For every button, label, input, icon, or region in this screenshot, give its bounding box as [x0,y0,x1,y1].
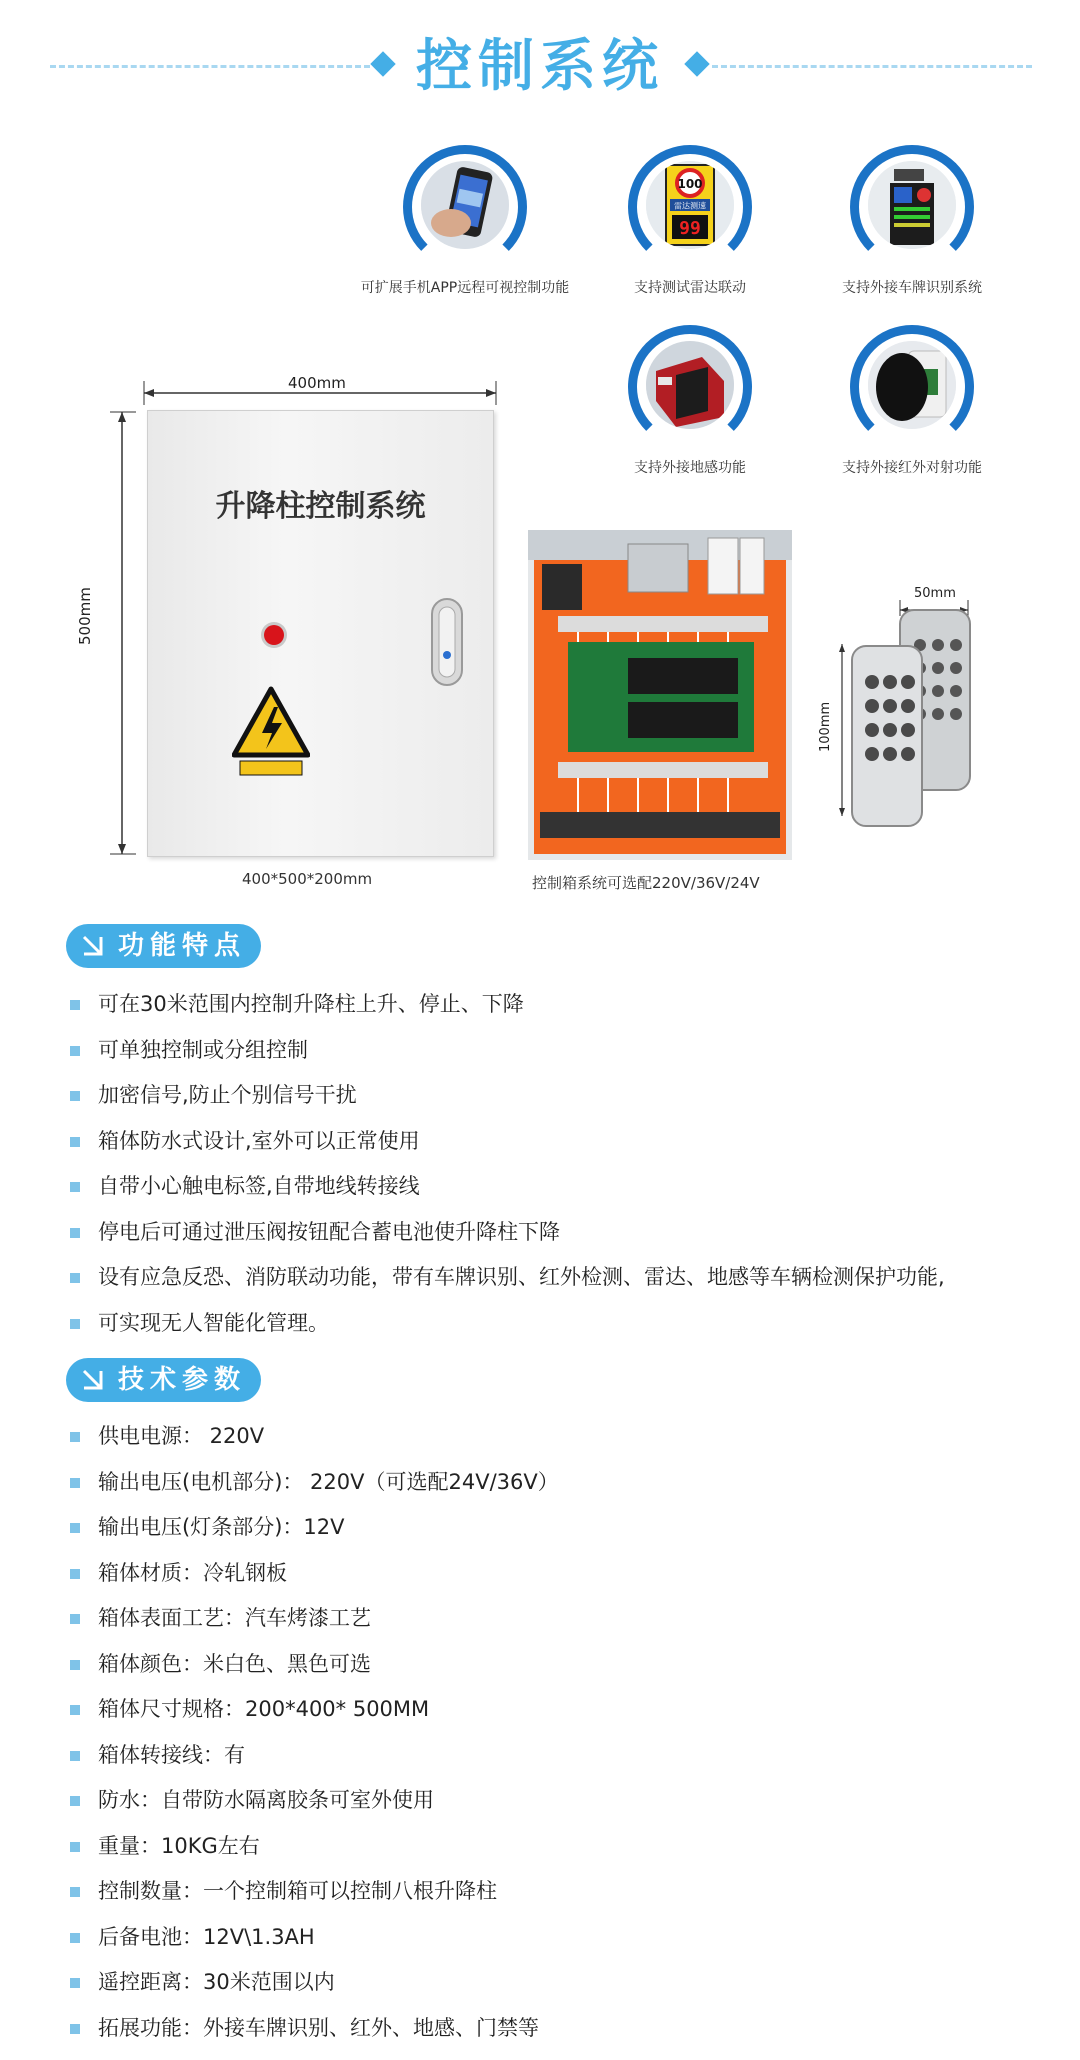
list-item: 箱体表面工艺：汽车烤漆工艺 [70,1596,1050,1642]
feature-label: 支持外接地感功能 [634,460,746,476]
feature-list [70,982,1050,1346]
control-box-label: 升降柱控制系统 [215,489,426,524]
list-item: 遥控距离：30米范围以内 [70,1960,1050,2006]
electric-warning-icon [232,685,310,777]
box-height-dimension [106,408,136,858]
list-item: 加密信号,防止个别信号干扰 [70,1073,1050,1119]
list-item: 箱体尺寸规格：200*400* 500MM [70,1687,1050,1733]
list-item: 可单独控制或分组控制 [70,1028,1050,1074]
remote-width-label: 50mm [914,586,956,601]
feature-ground-sensor [575,325,805,477]
board-caption: 控制箱系统可选配220V/36V/24V [532,874,760,892]
list-item: 箱体防水式设计,室外可以正常使用 [70,1119,1050,1165]
ground-sensor-icon [628,325,752,449]
arrow-down-right-icon [80,1367,106,1393]
list-item: 控制数量：一个控制箱可以控制八根升降柱 [70,1869,1050,1915]
section-header-features [66,924,261,968]
list-item: 防水：自带防水隔离胶条可室外使用 [70,1778,1050,1824]
list-item: 供电电源： 220V [70,1414,1050,1460]
box-size-caption: 400*500*200mm [242,870,373,888]
title-divider-right [712,65,1032,68]
phone-app-icon [403,145,527,269]
control-box [147,410,494,857]
feature-label: 支持测试雷达联动 [634,280,746,296]
remote-control-icon [848,600,978,830]
section-title: 技术参数 [118,1365,247,1395]
arrow-down-right-icon [80,933,106,959]
feature-label: 支持外接红外对射功能 [842,460,982,476]
page-title: 控制系统 [416,34,664,99]
list-item: 输出电压(灯条部分)：12V [70,1505,1050,1551]
radar-limit: 100 [677,177,703,191]
box-height-label: 500mm [76,587,94,645]
section-header-specs [66,1358,261,1402]
list-item: 可在30米范围内控制升降柱上升、停止、下降 [70,982,1050,1028]
feature-license-plate [797,145,1027,297]
list-item: 输出电压(电机部分)： 220V（可选配24V/36V） [70,1460,1050,1506]
circuit-board-photo [528,530,792,860]
feature-label: 可扩展手机APP远程可视控制功能 [360,280,570,296]
radar-speed: 99 [679,218,701,239]
license-plate-camera-icon [850,145,974,269]
feature-radar [575,145,805,297]
feature-infrared [797,325,1027,477]
infrared-sensor-icon [850,325,974,449]
feature-phone-app [350,145,580,297]
list-item: 自带小心触电标签,自带地线转接线 [70,1164,1050,1210]
remote-height-label: 100mm [818,701,833,752]
list-item: 箱体材质：冷轧钢板 [70,1551,1050,1597]
radar-text: 雷达测速 [674,201,706,211]
section-title: 功能特点 [118,931,247,961]
list-item: 箱体颜色：米白色、黑色可选 [70,1642,1050,1688]
spec-list [70,1414,1050,2051]
door-handle-icon [430,597,464,687]
list-item: 可实现无人智能化管理。 [70,1301,1050,1347]
list-item: 箱体转接线：有 [70,1733,1050,1779]
list-item: 设有应急反恐、消防联动功能，带有车牌识别、红外检测、雷达、地感等车辆检测保护功能, [70,1255,1050,1301]
red-indicator-icon [260,621,288,649]
radar-sign-icon [628,145,752,269]
feature-label: 支持外接车牌识别系统 [842,280,982,296]
box-width-label: 400mm [288,374,346,392]
list-item: 停电后可通过泄压阀按钮配合蓄电池使升降柱下降 [70,1210,1050,1256]
list-item: 后备电池：12V\1.3AH [70,1915,1050,1961]
list-item: 拓展功能：外接车牌识别、红外、地感、门禁等 [70,2006,1050,2052]
list-item: 重量：10KG左右 [70,1824,1050,1870]
